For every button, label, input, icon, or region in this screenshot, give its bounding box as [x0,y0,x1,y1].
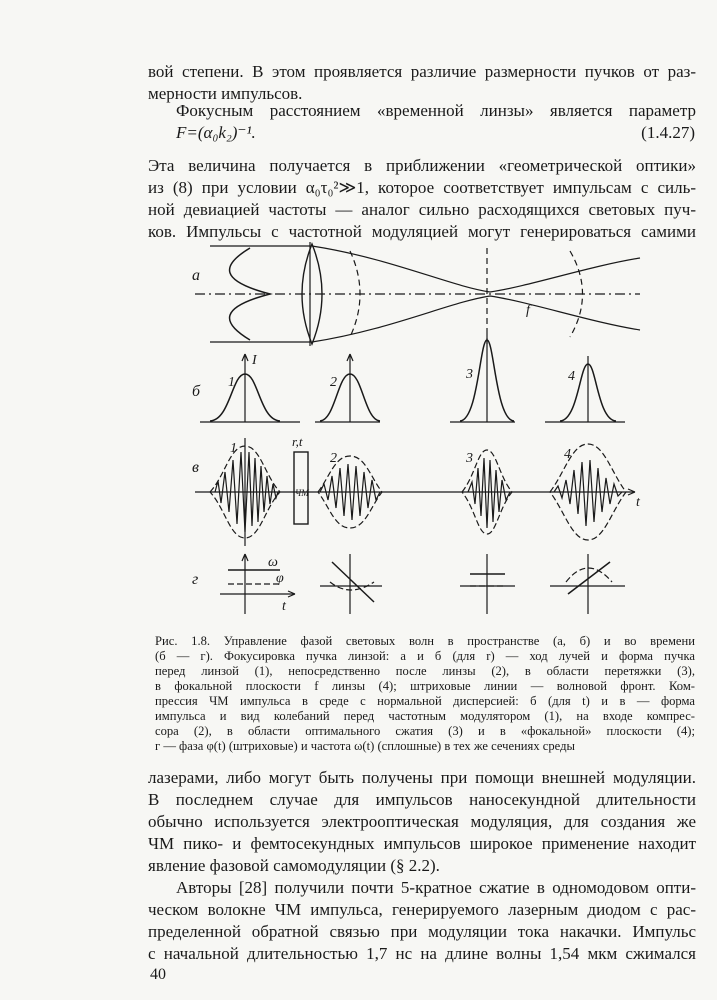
text-line: Эта величина получается в приближении «геометрической оптики» [148,156,696,175]
time-label: t [282,599,286,614]
figure-caption-line: перед линзой (1), непосредственно после линзы (2), в области перетяжки (3), [155,664,695,678]
focus-label: f [526,303,530,318]
section-number: 1 [230,441,237,456]
row-label-a: а [192,267,200,284]
formula: F=(α₀k₂)⁻¹. [176,123,256,142]
figure-caption-line: в фокальной плоскости f линзы (4); штриховые линии — волновой фронт. Ком- [155,679,695,693]
equation-number: (1.4.27) [641,123,695,142]
figure-caption-line: г — фаза φ(t) (штриховые) и частота ω(t) (сплошные) в тех же сечениях среды [155,739,575,753]
rt-label: r,t [292,434,303,449]
intensity-label: I [252,353,257,368]
modulator-label: ЧМ [295,488,309,498]
row-label-v: в [192,459,199,476]
section-number: 2 [330,375,337,390]
figure-caption-line: прессия ЧМ импульса в среде с нормальной дисперсией: б (для t) и в — форма [155,694,695,708]
omega-label: ω [268,555,278,570]
text-line: ЧМ пико- и фемтосекундных импульсов широкое применение находит [148,834,696,853]
page-number: 40 [150,966,166,983]
figure-caption-line: импульса и вид колебаний перед частотным модулятором (1), на входе компрес- [155,709,695,723]
text-line: обычно используется электрооптическая модуляция, для создания же [148,812,696,831]
text-line: из (8) при условии α₀τ₀²≫1, которое соответствует импульсам с силь- [148,178,696,197]
row-label-b: б [192,383,201,400]
text-line: Авторы [28] получили почти 5-кратное сжатие в одномодовом опти- [176,878,696,897]
text-line: лазерами, либо могут быть получены при помощи внешней модуляции. [148,768,696,787]
text-line: пределенной обратной связью при модуляции тока накачки. Импульс [148,922,696,941]
section-number: 3 [466,367,473,382]
row-label-g: г [192,571,199,588]
section-number: 1 [228,375,235,390]
text-line: вой степени. В этом проявляется различие размерности пучков от раз- [148,62,696,81]
text-line: ной девиацией частоты — аналог сильно расходящихся световых пуч- [148,200,696,219]
text-line: ков. Импульсы с частотной модуляцией могут генерироваться самими [148,222,696,241]
text-line: В последнем случае для импульсов наносекундной длительности [148,790,696,809]
time-label: t [636,495,640,510]
section-number: 3 [466,451,473,466]
section-number: 2 [330,451,337,466]
figure-caption-line: Рис. 1.8. Управление фазой световых волн в пространстве (а, б) и во времени [155,634,695,648]
text-line: явление фазовой самомодуляции (§ 2.2). [148,856,440,875]
figure-caption-line: сора (2), в области оптимального сжатия (3) и в «фокальной» плоскости (4); [155,724,695,738]
text-line: Фокусным расстоянием «временной линзы» является параметр [176,101,696,120]
text-line: мерности импульсов. [148,84,303,103]
beam-diagram [195,242,640,346]
section-number: 4 [564,447,571,462]
pulse-envelopes [200,334,625,422]
section-number: 4 [568,369,575,384]
text-line: с начальной длительностью 1,7 нс на длине волны 1,54 мкм сжимался [148,944,696,963]
text-line: ческом волокне ЧМ импульса, генерируемого лазерным диодом с рас- [148,900,696,919]
phi-label: φ [276,571,284,586]
figure-caption-line: (б — г). Фокусировка пучка линзой: а и б (для r) — ход лучей и форма пучка [155,649,695,663]
figure-1-8 [170,236,650,626]
